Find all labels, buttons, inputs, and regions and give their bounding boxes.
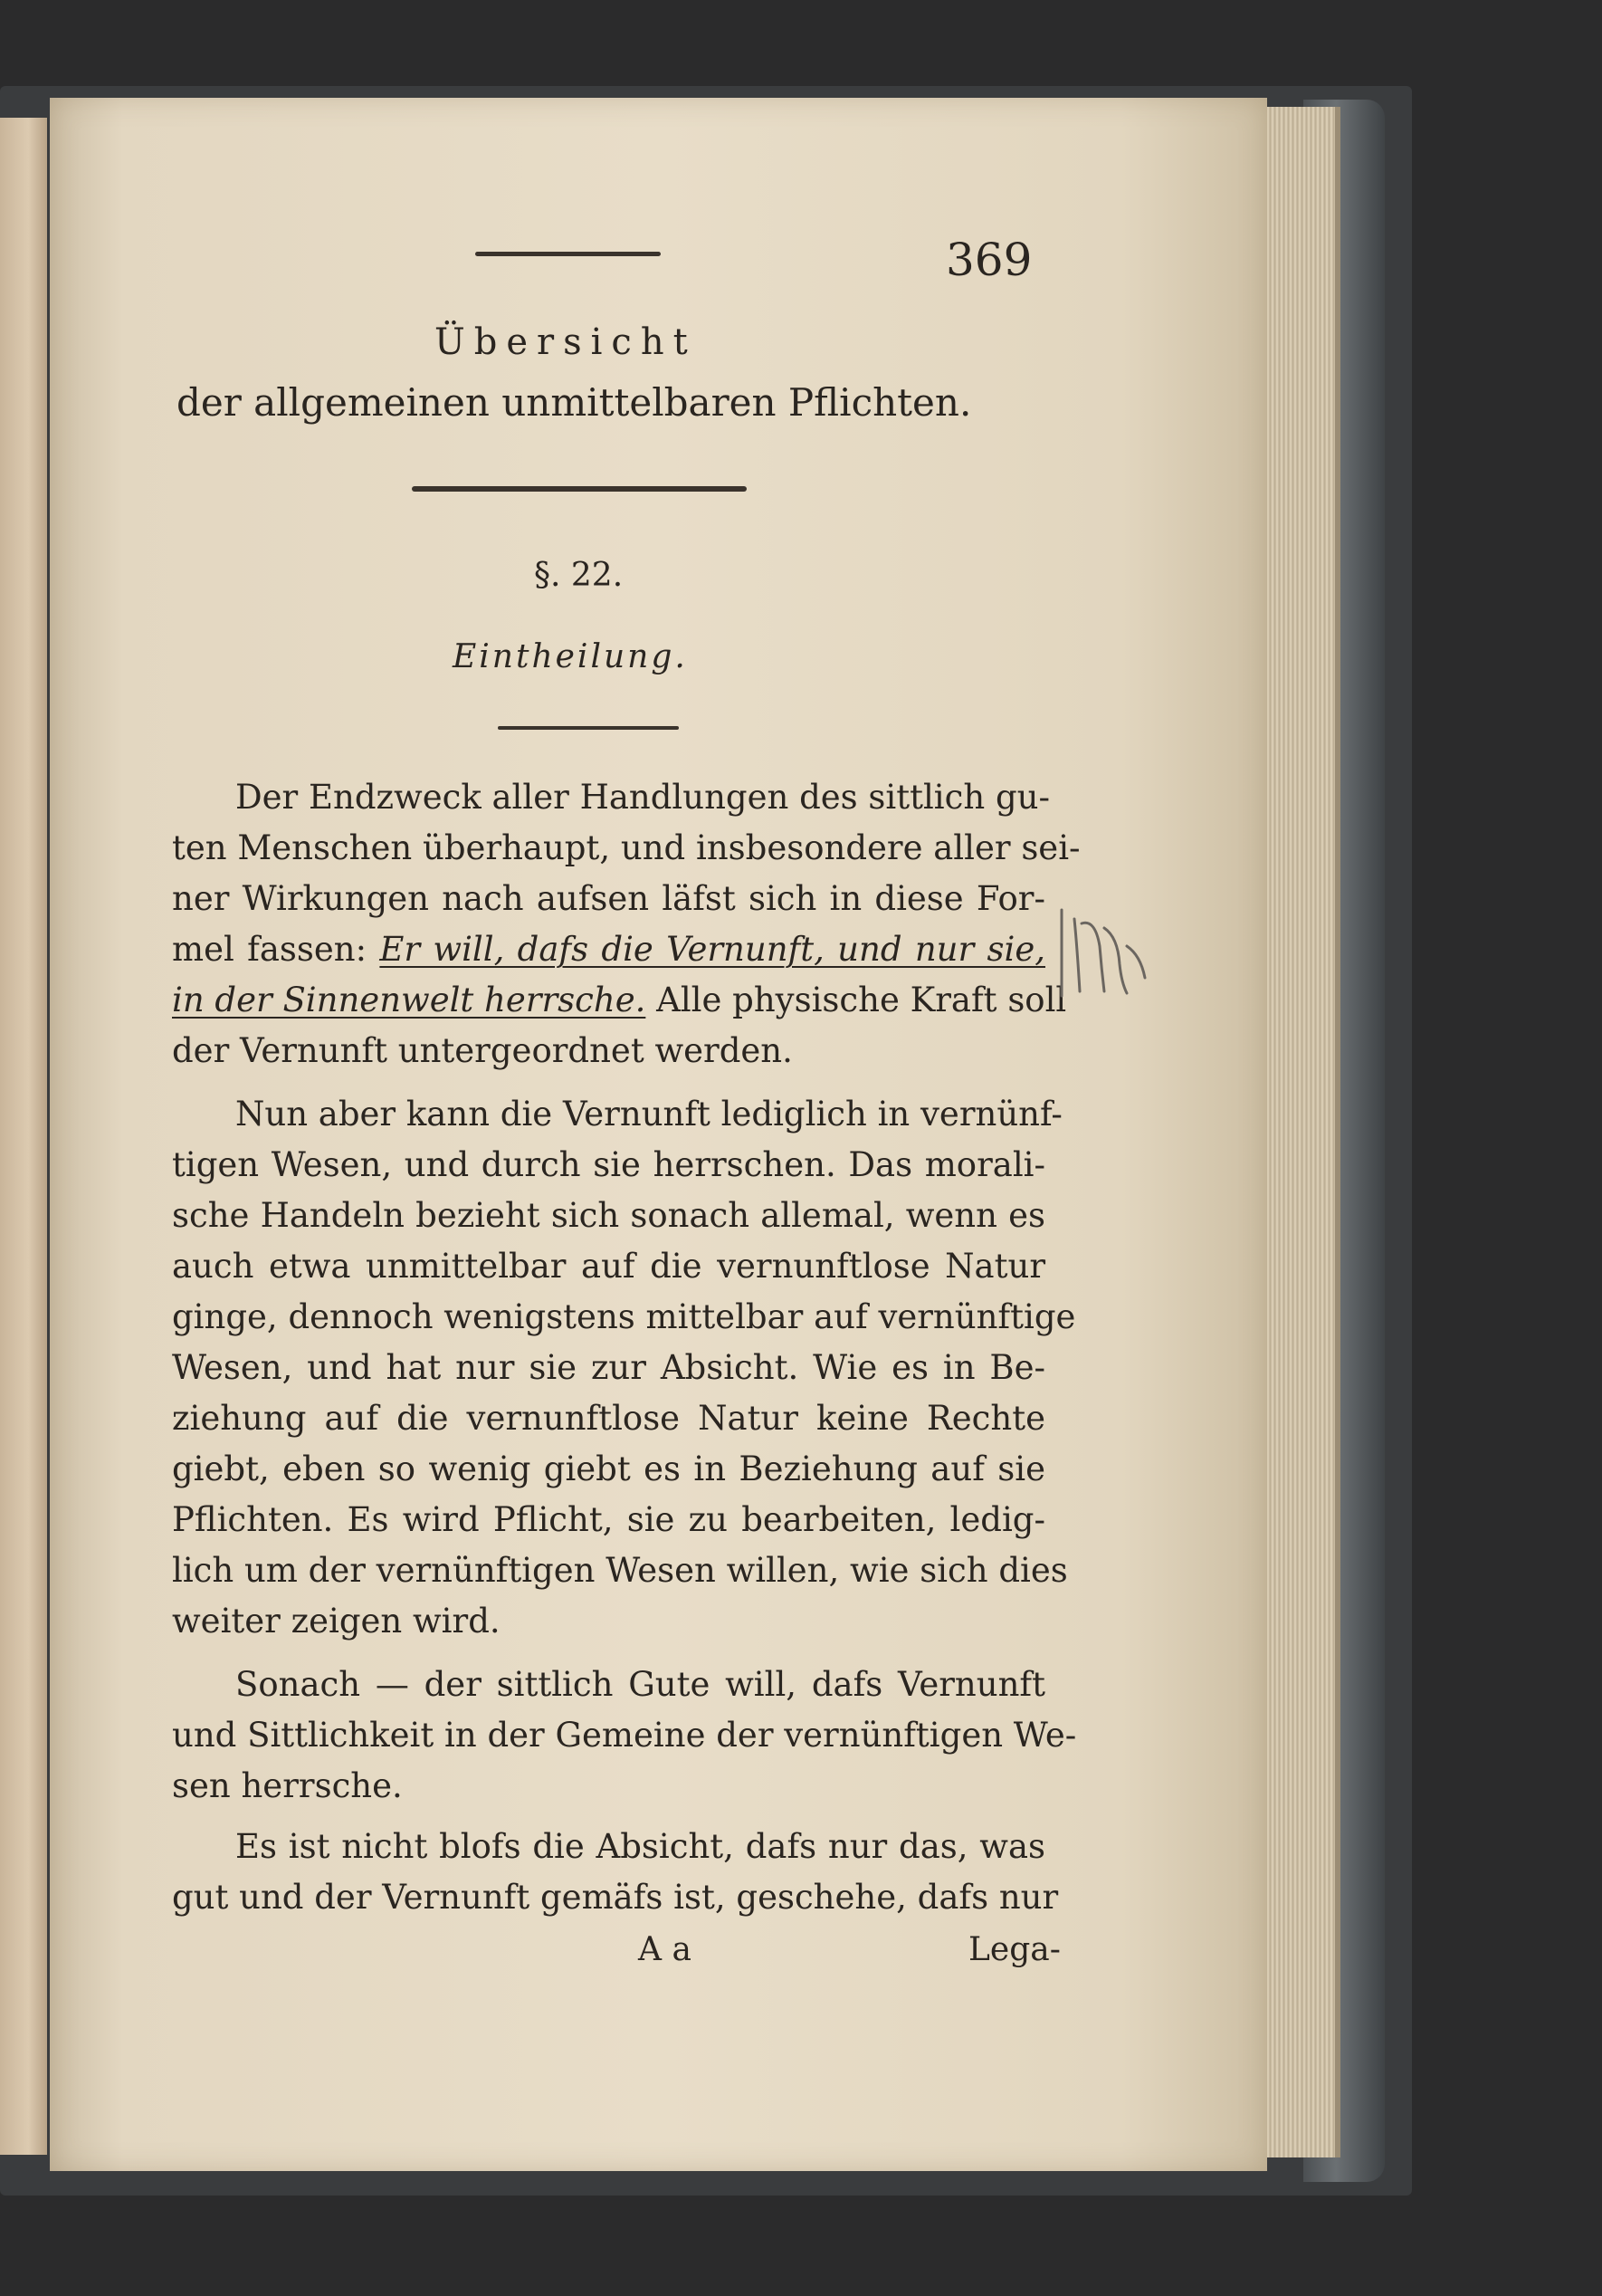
- page-number: 369: [946, 234, 1033, 286]
- text-line: tigen Wesen, und durch sie herrschen. Das morali-: [172, 1145, 1045, 1184]
- paragraph-4: [172, 1822, 1059, 1923]
- paragraph-2: [172, 1089, 1076, 1647]
- emphasized-text: Er will, dafs die Vernunft, und nur sie,: [379, 930, 1045, 969]
- paragraph-3: [172, 1660, 1077, 1812]
- left-page-edge: [0, 118, 47, 2155]
- text-line: der Vernunft untergeordnet werden.: [172, 1031, 793, 1070]
- text-line: ziehung auf die vernunftlose Natur keine Rechte: [172, 1399, 1045, 1438]
- text-line: ginge, dennoch wenigstens mittelbar auf vernünftige: [172, 1297, 1076, 1336]
- paragraph-1: [172, 772, 1081, 1076]
- catchword: Lega-: [968, 1931, 1061, 1968]
- text-line: Nun aber kann die Vernunft lediglich in vernünf-: [235, 1095, 1063, 1134]
- text-line: Sonach — der sittlich Gute will, dafs Vernunft: [235, 1665, 1045, 1704]
- text-line: [172, 975, 1067, 1026]
- text-line: ten Menschen überhaupt, und insbesondere aller sei-: [172, 828, 1081, 867]
- text-line: sen herrsche.: [172, 1766, 403, 1805]
- section-heading: Eintheilung.: [453, 638, 688, 675]
- page-subtitle: der allgemeinen unmittelbaren Pflichten.: [176, 380, 972, 425]
- text-line: lich um der vernünftigen Wesen willen, wie sich dies: [172, 1551, 1068, 1590]
- page-title: Übersicht: [434, 321, 697, 363]
- heading-rule: [498, 726, 679, 730]
- text-line: weiter zeigen wird.: [172, 1602, 501, 1641]
- text-line: ner Wirkungen nach aufsen läfst sich in diese For-: [172, 879, 1045, 918]
- text-line: gut und der Vernunft gemäfs ist, geschehe, dafs nur: [172, 1878, 1059, 1917]
- emphasized-text: in der Sinnenwelt herrsche.: [172, 981, 646, 1019]
- text-line: auch etwa unmittelbar auf die vernunftlose Natur: [172, 1247, 1045, 1286]
- top-rule: [475, 252, 661, 256]
- text-line: Wesen, und hat nur sie zur Absicht. Wie es in Be-: [172, 1348, 1045, 1387]
- section-number: §. 22.: [534, 557, 624, 594]
- text-line: giebt, eben so wenig giebt es in Beziehung auf sie: [172, 1449, 1045, 1488]
- text-fragment: Alle physische Kraft soll: [645, 981, 1067, 1019]
- text-line: Es ist nicht blofs die Absicht, dafs nur das, was: [235, 1827, 1045, 1866]
- text-line: Der Endzweck aller Handlungen des sittlich gu-: [235, 778, 1050, 817]
- text-line: [172, 924, 1045, 975]
- text-line: Pflichten. Es wird Pflicht, sie zu bearbeiten, ledig-: [172, 1500, 1045, 1539]
- signature-mark: A a: [638, 1931, 691, 1968]
- text-fragment: mel fassen:: [172, 930, 380, 969]
- text-line: und Sittlichkeit in der Gemeine der vernünftigen We-: [172, 1716, 1077, 1755]
- text-line: sche Handeln bezieht sich sonach allemal, wenn es: [172, 1196, 1045, 1235]
- title-rule: [412, 486, 747, 492]
- pencil-marginal-mark: [1054, 892, 1154, 1009]
